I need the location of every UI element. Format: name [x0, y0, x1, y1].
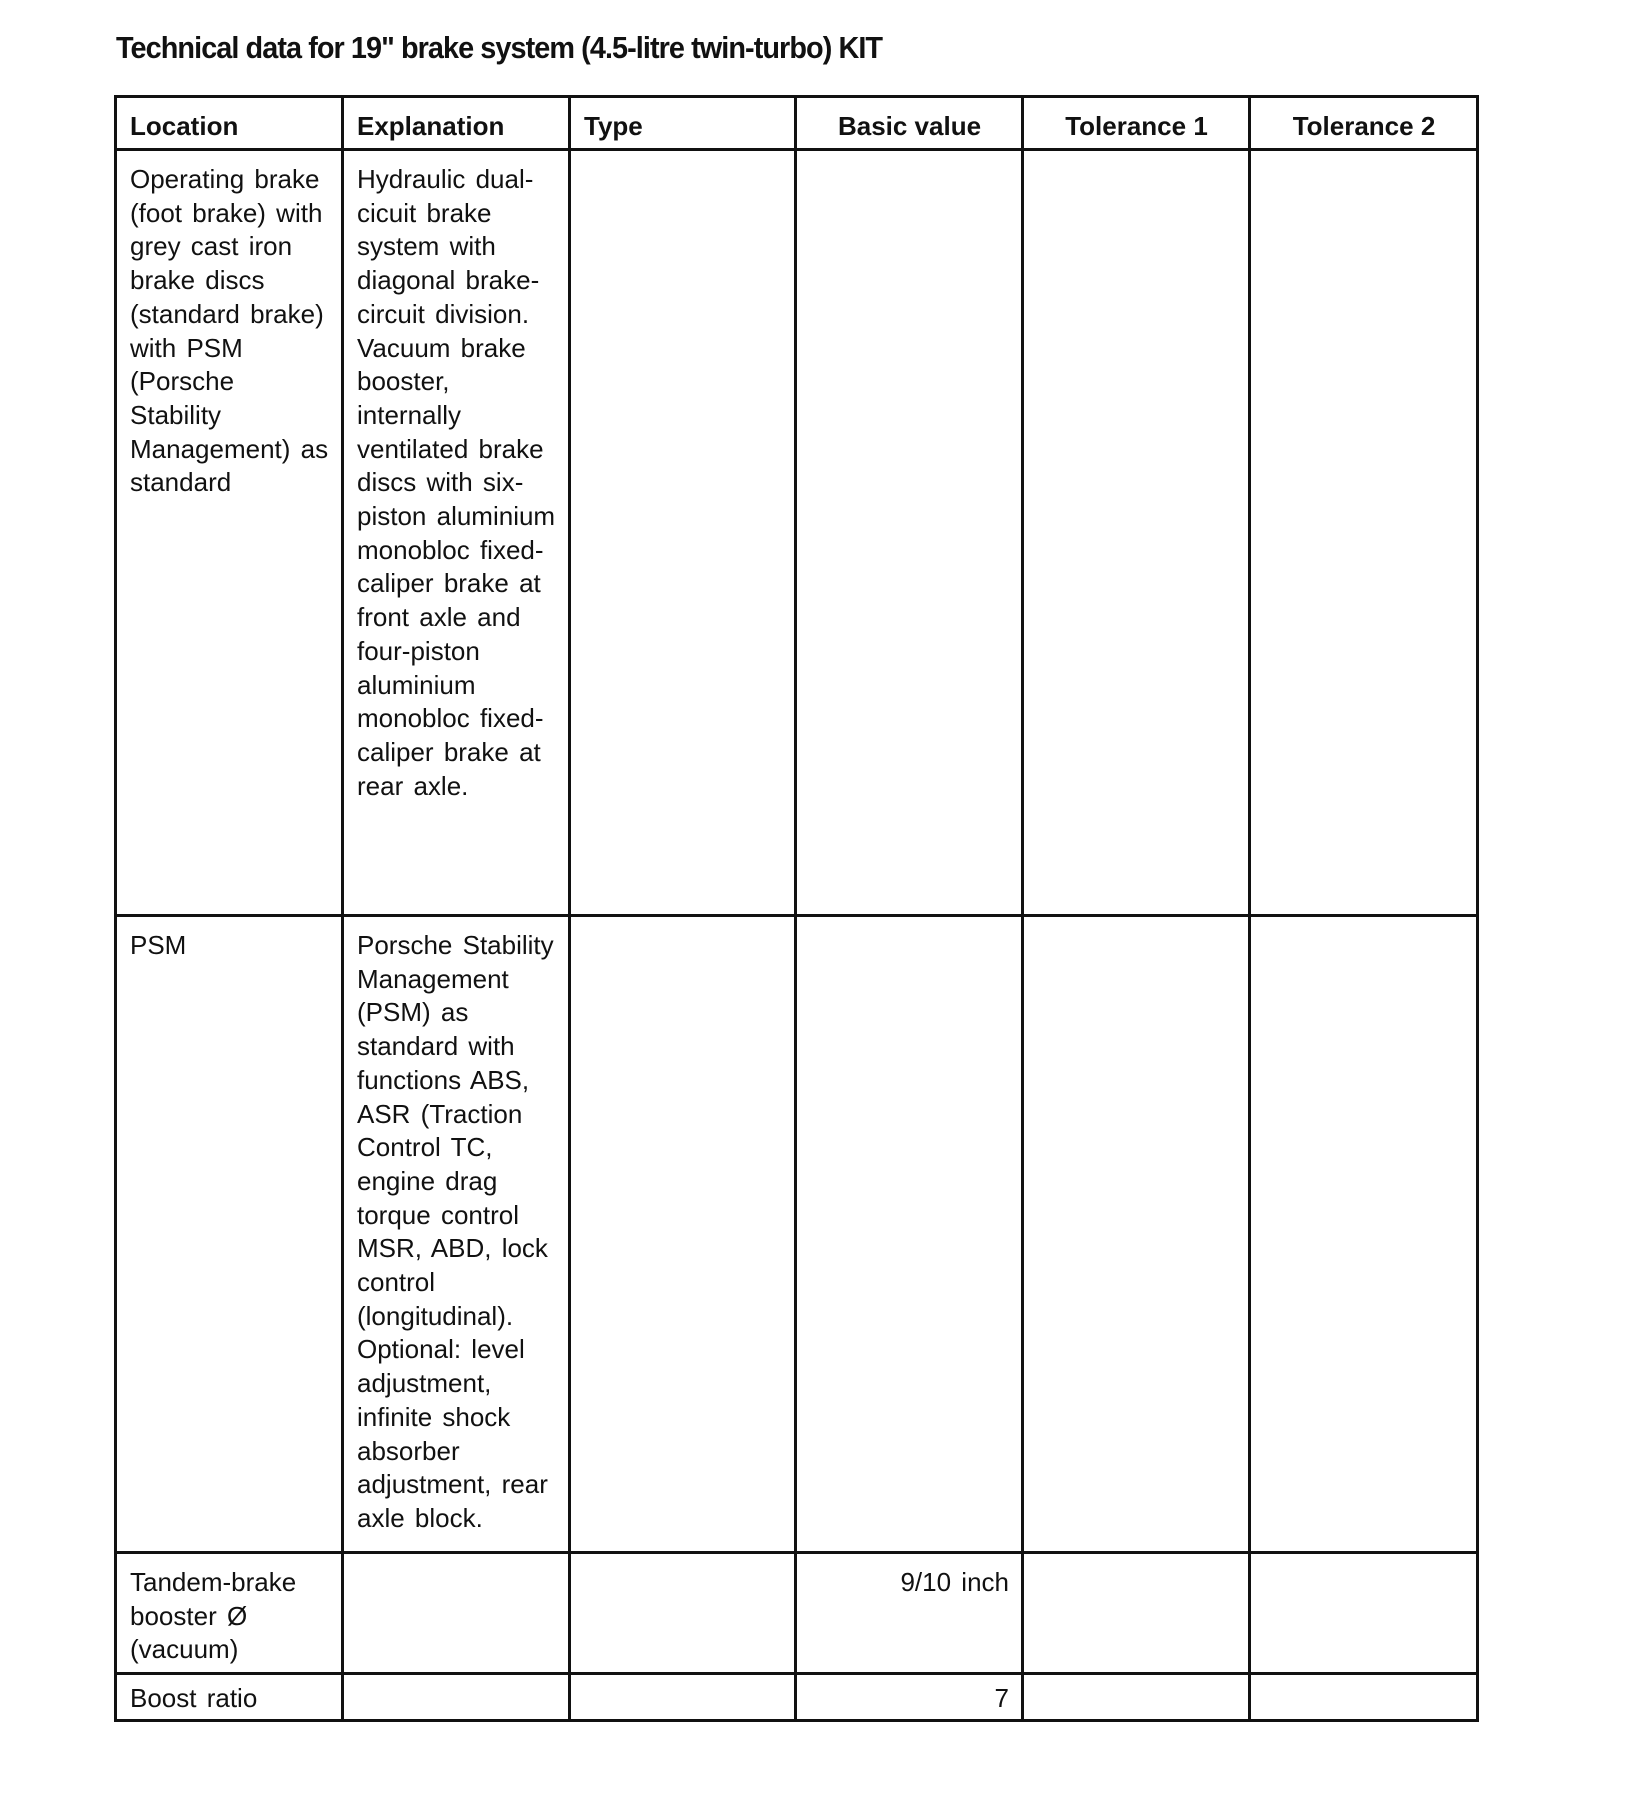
technical-data-table — [114, 95, 1479, 1722]
column-header-tolerance-1: Tolerance 1 — [1023, 97, 1250, 150]
location-text: Tandem-brake booster Ø (vacuum) — [130, 1567, 297, 1665]
cell-tolerance-1 — [1023, 1553, 1250, 1674]
cell-explanation — [343, 916, 570, 1553]
explanation-text: Porsche Stability Management (PSM) as standard with functions ABS, ASR (Traction Control TC, engine drag torque control MSR, ABD, lock control (longitudinal). Optional: level adjustment, infinite shock absorber adjustment, rear axle block. — [357, 930, 554, 1533]
cell-basic-value — [796, 916, 1023, 1553]
location-text: PSM — [130, 930, 187, 960]
cell-tolerance-2 — [1250, 150, 1478, 916]
location-text: Operating brake (foot brake) with grey cast iron brake discs (standard brake) with PSM (Porsche Stability Management) as standard — [130, 164, 329, 498]
cell-location — [116, 1553, 343, 1674]
column-header-basic-value: Basic value — [796, 97, 1023, 150]
location-text: Boost ratio — [130, 1683, 258, 1713]
cell-location — [116, 1674, 343, 1721]
cell-type — [570, 1553, 796, 1674]
table-row — [116, 150, 1478, 916]
cell-tolerance-1 — [1023, 1674, 1250, 1721]
cell-type — [570, 150, 796, 916]
column-header-location: Location — [116, 97, 343, 150]
cell-location — [116, 150, 343, 916]
column-header-tolerance-2: Tolerance 2 — [1250, 97, 1478, 150]
cell-explanation — [343, 1674, 570, 1721]
cell-basic-value: 7 — [796, 1674, 1023, 1721]
cell-location — [116, 916, 343, 1553]
cell-tolerance-2 — [1250, 1553, 1478, 1674]
cell-explanation — [343, 1553, 570, 1674]
cell-explanation — [343, 150, 570, 916]
column-header-explanation: Explanation — [343, 97, 570, 150]
table-row — [116, 1674, 1478, 1721]
cell-tolerance-1 — [1023, 916, 1250, 1553]
cell-basic-value — [796, 150, 1023, 916]
cell-tolerance-1 — [1023, 150, 1250, 916]
table-header-row — [116, 97, 1478, 150]
cell-tolerance-2 — [1250, 1674, 1478, 1721]
cell-type — [570, 1674, 796, 1721]
page-title: Technical data for 19" brake system (4.5-litre twin-turbo) KIT — [116, 30, 883, 65]
cell-type — [570, 916, 796, 1553]
explanation-text: Hydraulic dual-cicuit brake system with diagonal brake-circuit division. Vacuum brake booster, internally ventilated brake discs with six-piston aluminium monobloc fixed-caliper brake at front axle and four-piston aluminium monobloc fixed-caliper brake at rear axle. — [357, 164, 556, 801]
cell-tolerance-2 — [1250, 916, 1478, 1553]
table-row — [116, 916, 1478, 1553]
column-header-type: Type — [570, 97, 796, 150]
table-row — [116, 1553, 1478, 1674]
cell-basic-value: 9/10 inch — [796, 1553, 1023, 1674]
